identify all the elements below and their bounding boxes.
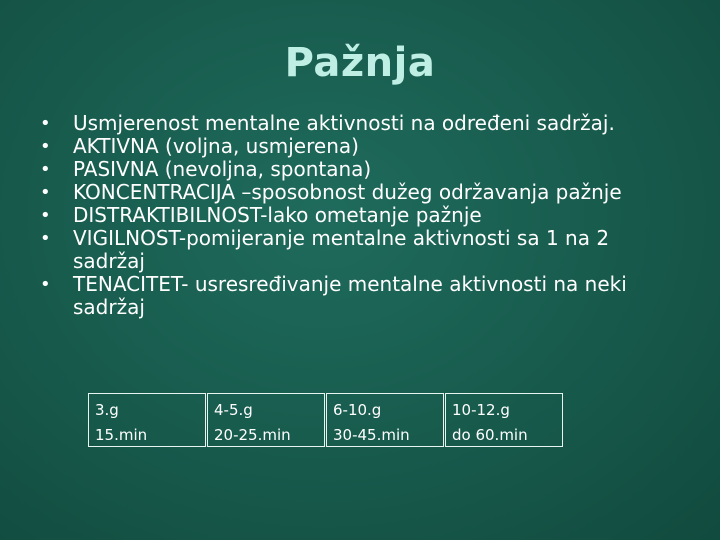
- bullet-marker: •: [40, 113, 51, 134]
- bullet-item: [40, 273, 680, 319]
- bullet-item: [40, 112, 680, 135]
- table-cell: [207, 393, 325, 447]
- bullet-text: KONCENTRACIJA –sposobnost dužeg održavanja pažnje: [73, 180, 622, 204]
- bullet-marker: •: [40, 159, 51, 180]
- duration-label: 30-45.min: [333, 426, 410, 444]
- bullet-text: AKTIVNA (voljna, usmjerena): [73, 134, 359, 158]
- slide-title: Pažnja: [284, 40, 436, 86]
- duration-label: do 60.min: [452, 426, 528, 444]
- bullet-item: [40, 181, 680, 204]
- duration-label: 20-25.min: [214, 426, 291, 444]
- bullet-text: DISTRAKTIBILNOST-lako ometanje pažnje: [73, 203, 482, 227]
- bullet-text: Usmjerenost mentalne aktivnosti na određeni sadržaj.: [73, 111, 615, 135]
- bullet-marker: •: [40, 182, 51, 203]
- bullet-text: VIGILNOST-pomijeranje mentalne aktivnosti sa 1 na 2 sadržaj: [73, 226, 610, 273]
- bullet-marker: •: [40, 205, 51, 226]
- bullet-item: [40, 135, 680, 158]
- duration-label: 15.min: [95, 426, 148, 444]
- bullet-marker: •: [40, 274, 51, 295]
- bullet-list: [40, 112, 680, 319]
- age-label: 6-10.g: [333, 401, 382, 419]
- age-label: 10-12.g: [452, 401, 510, 419]
- age-label: 4-5.g: [214, 401, 253, 419]
- bullet-item: [40, 227, 680, 273]
- age-duration-table: [88, 393, 563, 447]
- bullet-item: [40, 204, 680, 227]
- bullet-text: PASIVNA (nevoljna, spontana): [73, 157, 372, 181]
- bullet-text: TENACITET- usresređivanje mentalne aktivnosti na neki sadržaj: [73, 272, 627, 319]
- bullet-marker: •: [40, 136, 51, 157]
- age-label: 3.g: [95, 401, 119, 419]
- bullet-item: [40, 158, 680, 181]
- table-cell: [88, 393, 206, 447]
- table-cell: [445, 393, 563, 447]
- bullet-marker: •: [40, 228, 51, 249]
- table-cell: [326, 393, 444, 447]
